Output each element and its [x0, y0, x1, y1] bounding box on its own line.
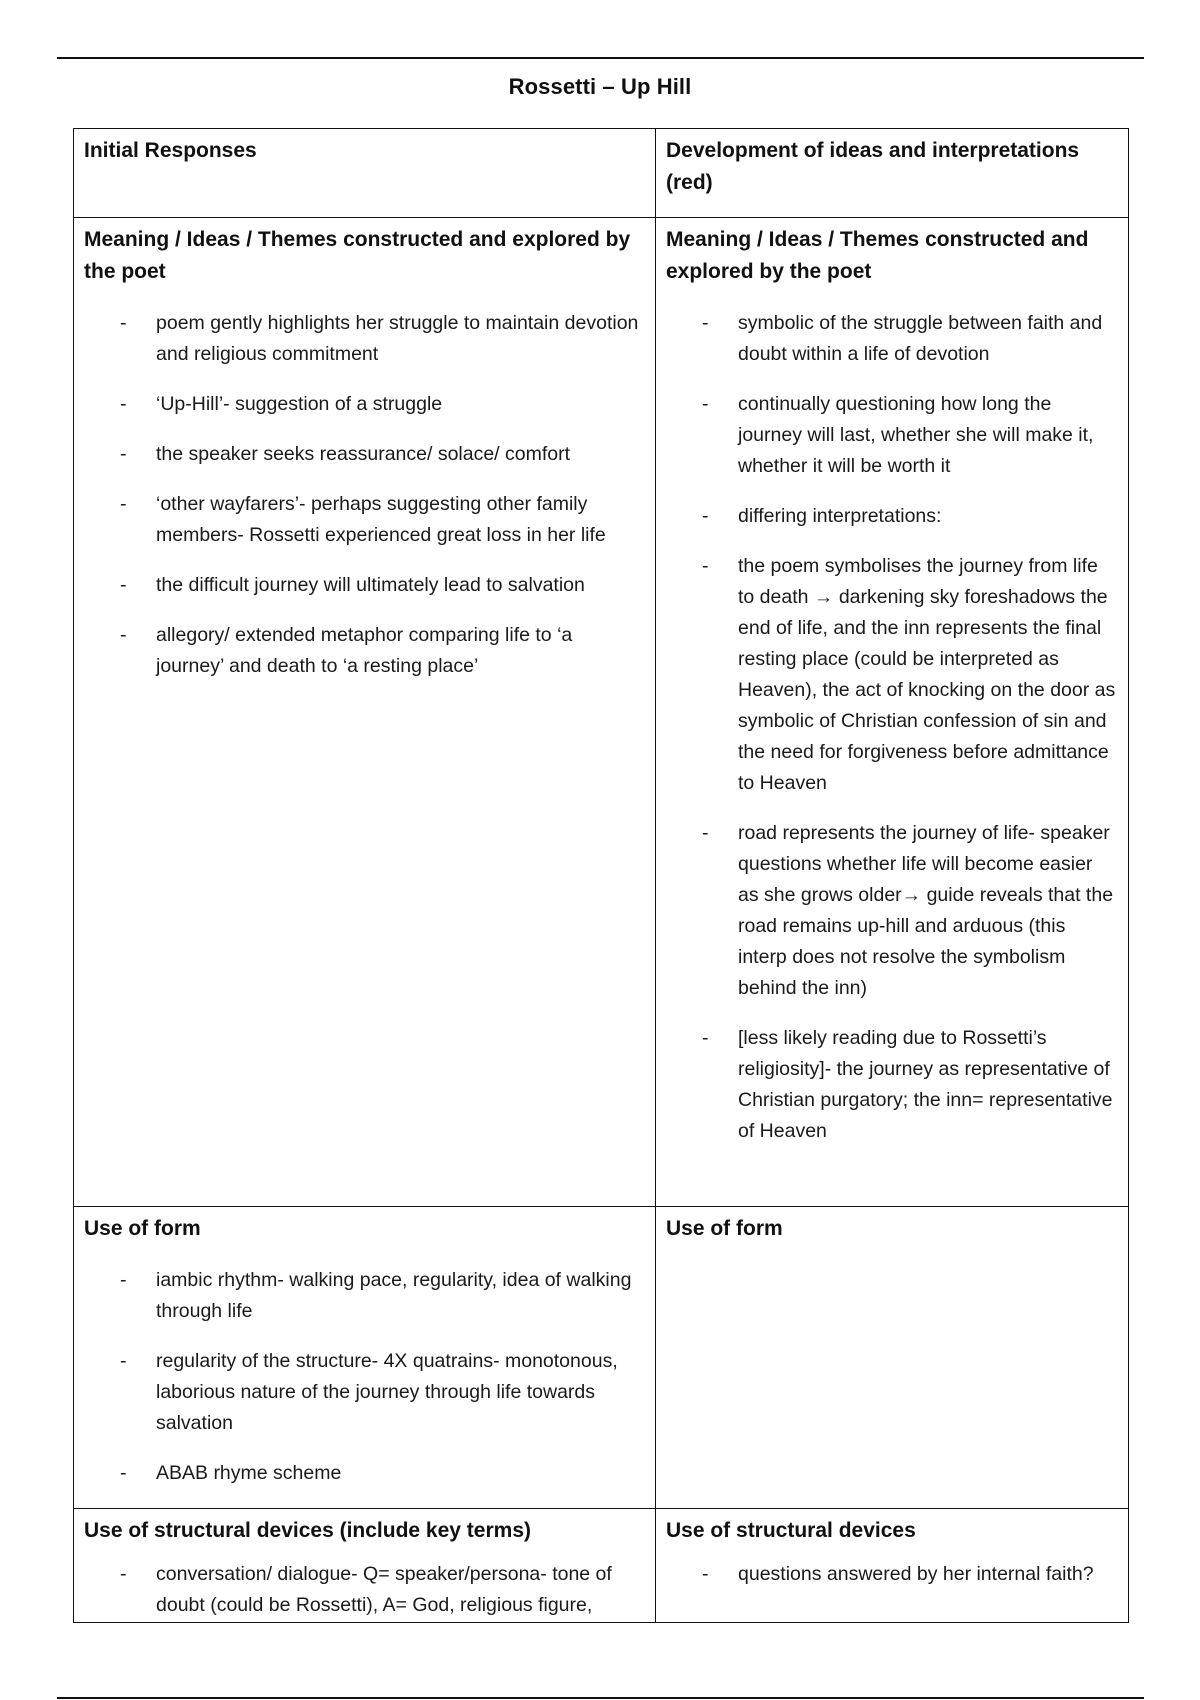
structure-left-content [84, 1515, 645, 1616]
bullet-dash: - [702, 555, 709, 577]
meaning-row [74, 218, 1129, 1207]
structure-right-cell [656, 1509, 1129, 1623]
bullet-dash: - [702, 393, 709, 415]
page-title: Rossetti – Up Hill [508, 74, 692, 99]
header-development: Development of ideas and interpretations (red) [666, 139, 1080, 194]
bullet-dash: - [120, 1462, 127, 1484]
meaning-right-heading: Meaning / Ideas / Themes constructed and explored by the poet [666, 228, 1089, 283]
list-item: - differing interpretations: [666, 501, 1118, 532]
bullet-dash: - [120, 393, 127, 415]
form-row [74, 1207, 1129, 1509]
form-left-cell [74, 1207, 656, 1509]
table-header-row [74, 129, 1129, 218]
list-item: - [less likely reading due to Rossetti’s religiosity]- the journey as representative of Christian purgatory; the inn= representative of Heaven [666, 1023, 1118, 1147]
meaning-right-list [666, 308, 1118, 1147]
bullet-dash: - [120, 1563, 127, 1585]
list-item: - poem gently highlights her struggle to maintain devotion and religious commitment [84, 308, 645, 370]
bottom-rule [57, 1697, 1144, 1699]
structure-left-heading: Use of structural devices (include key terms) [84, 1519, 531, 1542]
structure-left-cell [74, 1509, 656, 1623]
list-item: - iambic rhythm- walking pace, regularity, idea of walking through life [84, 1265, 645, 1327]
list-item: - the difficult journey will ultimately lead to salvation [84, 570, 645, 601]
list-item: - conversation/ dialogue- Q= speaker/persona- tone of doubt (could be Rossetti), A= God, religious figure, [84, 1559, 645, 1616]
bullet-dash: - [120, 312, 127, 334]
structure-right-content [666, 1515, 1118, 1616]
form-right-heading: Use of form [666, 1217, 783, 1240]
structure-left-list [84, 1559, 645, 1616]
header-initial-responses: Initial Responses [84, 139, 257, 162]
form-left-list [84, 1265, 645, 1489]
bullet-dash: - [702, 1563, 709, 1585]
list-item: - allegory/ extended metaphor comparing life to ‘a journey’ and death to ‘a resting place’ [84, 620, 645, 682]
list-item: - the poem symbolises the journey from life to death → darkening sky foreshadows the end of life, and the inn represents the final resting place (could be interpreted as Heaven), the act of knocking on the door as symbolic of Christian confession of sin and the need for forgiveness before admittance to Heaven [666, 551, 1118, 799]
meaning-left-list [84, 308, 645, 682]
list-item: - ‘other wayfarers’- perhaps suggesting other family members- Rossetti experienced great loss in her life [84, 489, 645, 551]
bullet-dash: - [120, 1350, 127, 1372]
bullet-dash: - [120, 1269, 127, 1291]
bullet-dash: - [702, 312, 709, 334]
structure-right-list [666, 1559, 1118, 1590]
bullet-dash: - [120, 624, 127, 646]
list-item: - the speaker seeks reassurance/ solace/ comfort [84, 439, 645, 470]
form-left-heading: Use of form [84, 1217, 201, 1240]
structure-row [74, 1509, 1129, 1623]
bullet-dash: - [120, 443, 127, 465]
list-item: - road represents the journey of life- speaker questions whether life will become easier as she grows older→ guide reveals that the road remains up-hill and arduous (this interp does not resolve the symbolism behind the inn) [666, 818, 1118, 1004]
bullet-dash: - [120, 493, 127, 515]
header-cell-initial [74, 129, 656, 218]
bullet-dash: - [702, 505, 709, 527]
list-item: - regularity of the structure- 4X quatrains- monotonous, laborious nature of the journey through life towards salvation [84, 1346, 645, 1439]
bullet-dash: - [702, 1027, 709, 1049]
bullet-dash: - [120, 574, 127, 596]
top-rule [57, 57, 1144, 59]
bullet-dash: - [702, 822, 709, 844]
list-item: - questions answered by her internal faith? [666, 1559, 1118, 1590]
list-item: - continually questioning how long the journey will last, whether she will make it, whether it will be worth it [666, 389, 1118, 482]
meaning-right-cell [656, 218, 1129, 1207]
form-right-cell [656, 1207, 1129, 1509]
analysis-table [73, 128, 1129, 1623]
list-item: - ABAB rhyme scheme [84, 1458, 645, 1489]
meaning-left-heading: Meaning / Ideas / Themes constructed and explored by the poet [84, 228, 631, 283]
list-item: - symbolic of the struggle between faith and doubt within a life of devotion [666, 308, 1118, 370]
header-cell-development [656, 129, 1129, 218]
structure-right-heading: Use of structural devices [666, 1519, 916, 1542]
list-item: - ‘Up-Hill’- suggestion of a struggle [84, 389, 645, 420]
meaning-left-cell [74, 218, 656, 1207]
